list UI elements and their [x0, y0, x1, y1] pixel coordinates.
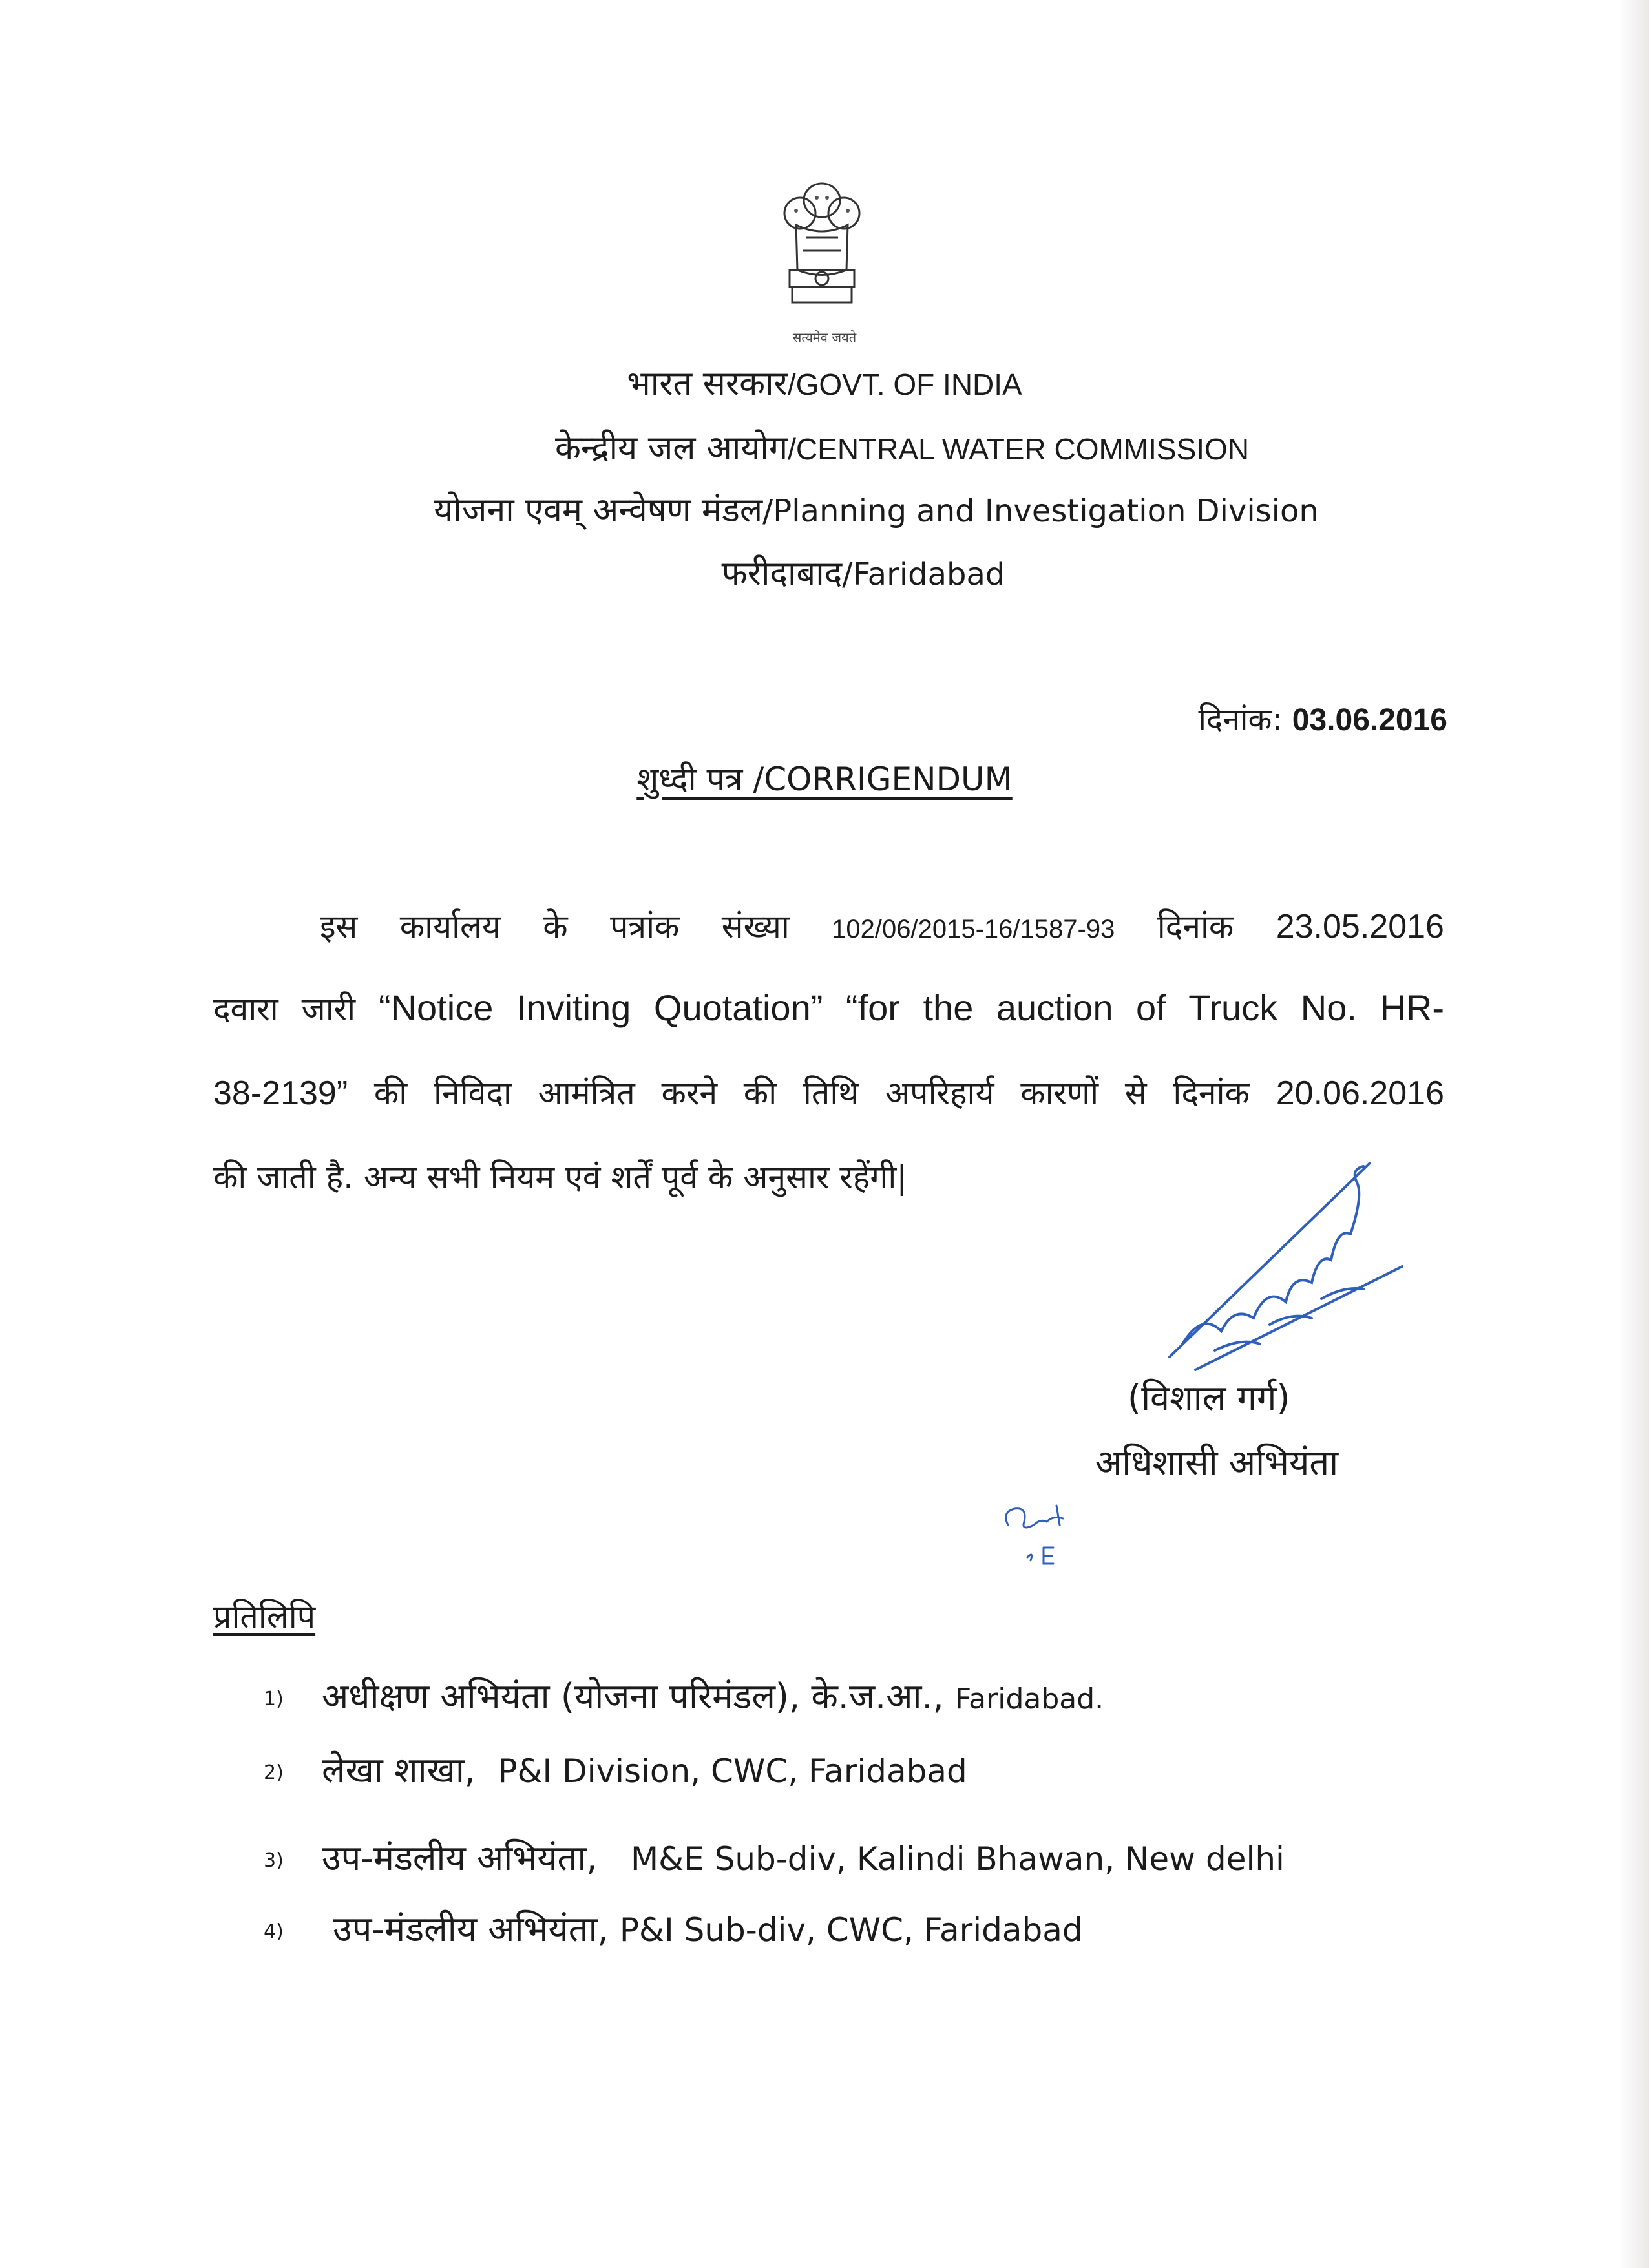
header-line4-hindi: फरीदाबाद [721, 554, 843, 593]
header-line3-english: /Planning and Investigation Division [762, 493, 1319, 529]
header-line3-hindi: योजना एवम् अन्वेषण मंडल [434, 491, 763, 530]
copy-item-hindi: उप-मंडलीय अभियंता, [333, 1909, 609, 1949]
copy-item-hindi: अधीक्षण अभियंता (योजना परिमंडल), के.ज.आ., [322, 1676, 944, 1717]
handwritten-signature [1157, 1157, 1415, 1376]
header-city [39, 549, 1649, 595]
copy-item-number: 1) [264, 1687, 284, 1710]
header-line1-english: /GOVT. OF INDIA [787, 368, 1022, 401]
copy-to-item [264, 1745, 967, 1792]
body-text: इस कार्यालय के पत्रांक संख्या [320, 908, 790, 945]
copy-item-english: M&E Sub-div, Kalindi Bhawan, New delhi [630, 1840, 1285, 1878]
letter-reference: 102/06/2015-16/1587-93 [832, 915, 1115, 943]
copy-to-item [264, 1904, 1083, 1951]
letter-date: 23.05.2016 [1276, 908, 1444, 945]
copy-item-number: 4) [264, 1920, 284, 1943]
copy-item-english: P&I Sub-div, CWC, Faridabad [619, 1911, 1083, 1949]
document-subject [0, 756, 1649, 800]
header-govt-of-india [0, 359, 1649, 405]
notice-title: “Notice Inviting Quotation” “for the auction of Truck No. HR- [378, 987, 1444, 1028]
header-cwc [78, 424, 1649, 470]
handwritten-initials [995, 1499, 1086, 1570]
truck-number: 38-2139” [213, 1075, 348, 1112]
copy-item-hindi: उप-मंडलीय अभियंता, [322, 1838, 598, 1878]
copy-item-english: P&I Division, CWC, Faridabad [498, 1752, 967, 1790]
signatory-designation: अधिशासी अभियंता [1095, 1442, 1339, 1483]
header-line1-hindi: भारत सरकार [627, 364, 788, 403]
body-line-3 [213, 1070, 1444, 1114]
copy-to-item [264, 1832, 1285, 1880]
body-text: दवारा जारी [213, 991, 356, 1028]
body-line-2 [213, 986, 1444, 1030]
subject-text: शुध्दी पत्र /CORRIGENDUM [636, 761, 1013, 798]
header-division [52, 486, 1649, 532]
emblem-caption: सत्यमेव जयते [792, 330, 857, 345]
body-line-4: की जाती है. अन्य सभी नियम एवं शर्तें पूर्व के अनुसार रहेंगी| [213, 1159, 908, 1196]
body-text: दिनांक [1157, 908, 1234, 945]
header-line2-hindi: केन्द्रीय जल आयोग [554, 429, 788, 468]
body-text: की निविदा आमंत्रित करने की तिथि अपरिहार्य कारणों से दिनांक [373, 1075, 1250, 1112]
state-emblem-icon [770, 173, 874, 328]
body-line-1 [320, 903, 1444, 947]
date-label: दिनांक: [1198, 702, 1283, 738]
copy-item-number: 3) [264, 1849, 284, 1872]
copy-to-heading: प्रतिलिपि [213, 1598, 316, 1635]
copy-item-number: 2) [264, 1761, 284, 1784]
copy-item-hindi: लेखा शाखा, [322, 1750, 476, 1790]
new-date: 20.06.2016 [1276, 1075, 1444, 1112]
copy-item-english: Faridabad. [954, 1683, 1104, 1716]
document-date [1034, 698, 1447, 740]
copy-to-item [264, 1671, 1104, 1719]
date-value: 03.06.2016 [1292, 703, 1447, 737]
header-line2-english: /CENTRAL WATER COMMISSION [788, 432, 1250, 466]
header-line4-english: /Faridabad [842, 556, 1005, 593]
signatory-name: (विशाल गर्ग) [1128, 1378, 1290, 1418]
